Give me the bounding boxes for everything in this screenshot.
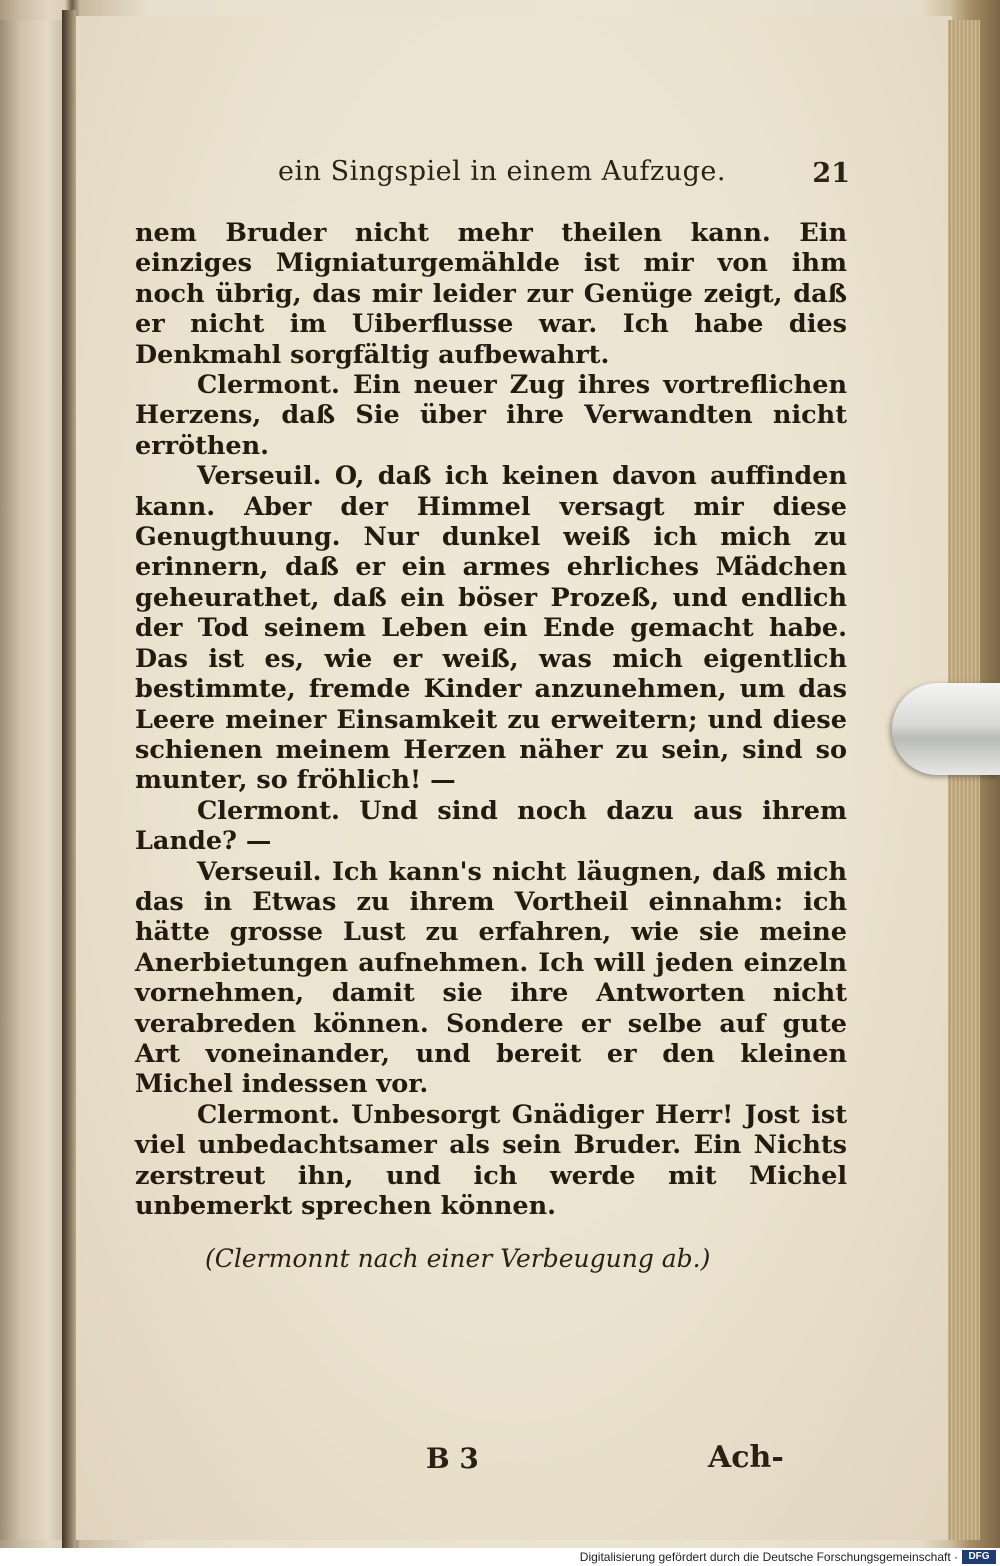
page-clip (892, 683, 1000, 775)
paragraph: Clermont. Und sind noch dazu aus ihrem Lande? — (135, 795, 847, 857)
page-edges (948, 20, 980, 1540)
dfg-logo: DFG (962, 1550, 996, 1564)
page-header (270, 152, 850, 194)
page-number: 21 (812, 158, 850, 189)
scan-footer (0, 1548, 1000, 1566)
stage-direction: (Clermonnt nach einer Verbeugung ab.) (205, 1244, 711, 1273)
left-page-edge (0, 20, 68, 1540)
paragraph: Verseuil. O, daß ich keinen davon auffinden kann. Aber der Himmel versagt mir diese Genugthuung. Nur dunkel weiß ich mich zu erinnern, daß er ein armes ehrliches Mädchen geheurathet, daß ein böser Prozeß, und endlich der Tod seinem Leben ein Ende gemacht habe. Das ist es, wie er weiß, was mich eigentlich bestimmte, fremde Kinder anzunehmen, um das Leere meiner Einsamkeit zu erweitern; und diese schienen meinem Herzen näher zu sein, sind so munter, so fröhlich! — (135, 461, 847, 796)
paragraph: Clermont. Ein neuer Zug ihres vortreflichen Herzens, daß Sie über ihre Verwandten nicht erröthen. (135, 370, 847, 461)
funding-credit: Digitalisierung gefördert durch die Deutsche Forschungsgemeinschaft · (579, 1550, 958, 1564)
book-gutter (62, 10, 76, 1550)
paragraph: nem Bruder nicht mehr theilen kann. Ein einziges Migniaturgemählde ist mir von ihm noch übrig, das mir leider zur Genüge zeigt, daß er nicht im Uiberflusse war. Ich habe dies Denkmahl sorgfältig aufbewahrt. (135, 218, 847, 370)
catchword: Ach- (708, 1440, 784, 1475)
paragraph: Clermont. Unbesorgt Gnädiger Herr! Jost ist viel unbedachtsamer als sein Bruder. Ein Nichts zerstreut ihn, und ich werde mit Michel unbemerkt sprechen können. (135, 1099, 847, 1221)
signature-mark: B 3 (426, 1442, 479, 1475)
running-title: ein Singspiel in einem Aufzuge. (278, 156, 726, 187)
body-text (135, 218, 847, 1221)
paragraph: Verseuil. Ich kann's nicht läugnen, daß mich das in Etwas zu ihrem Vortheil einnahm: ich hätte grosse Lust zu erfahren, wie sie meine Anerbietungen aufnehmen. Ich will jeden einzeln vornehmen, damit sie ihre Antworten nicht verabreden können. Sondere er selbe auf gute Art voneinander, und bereit er den kleinen Michel indessen vor. (135, 856, 847, 1100)
